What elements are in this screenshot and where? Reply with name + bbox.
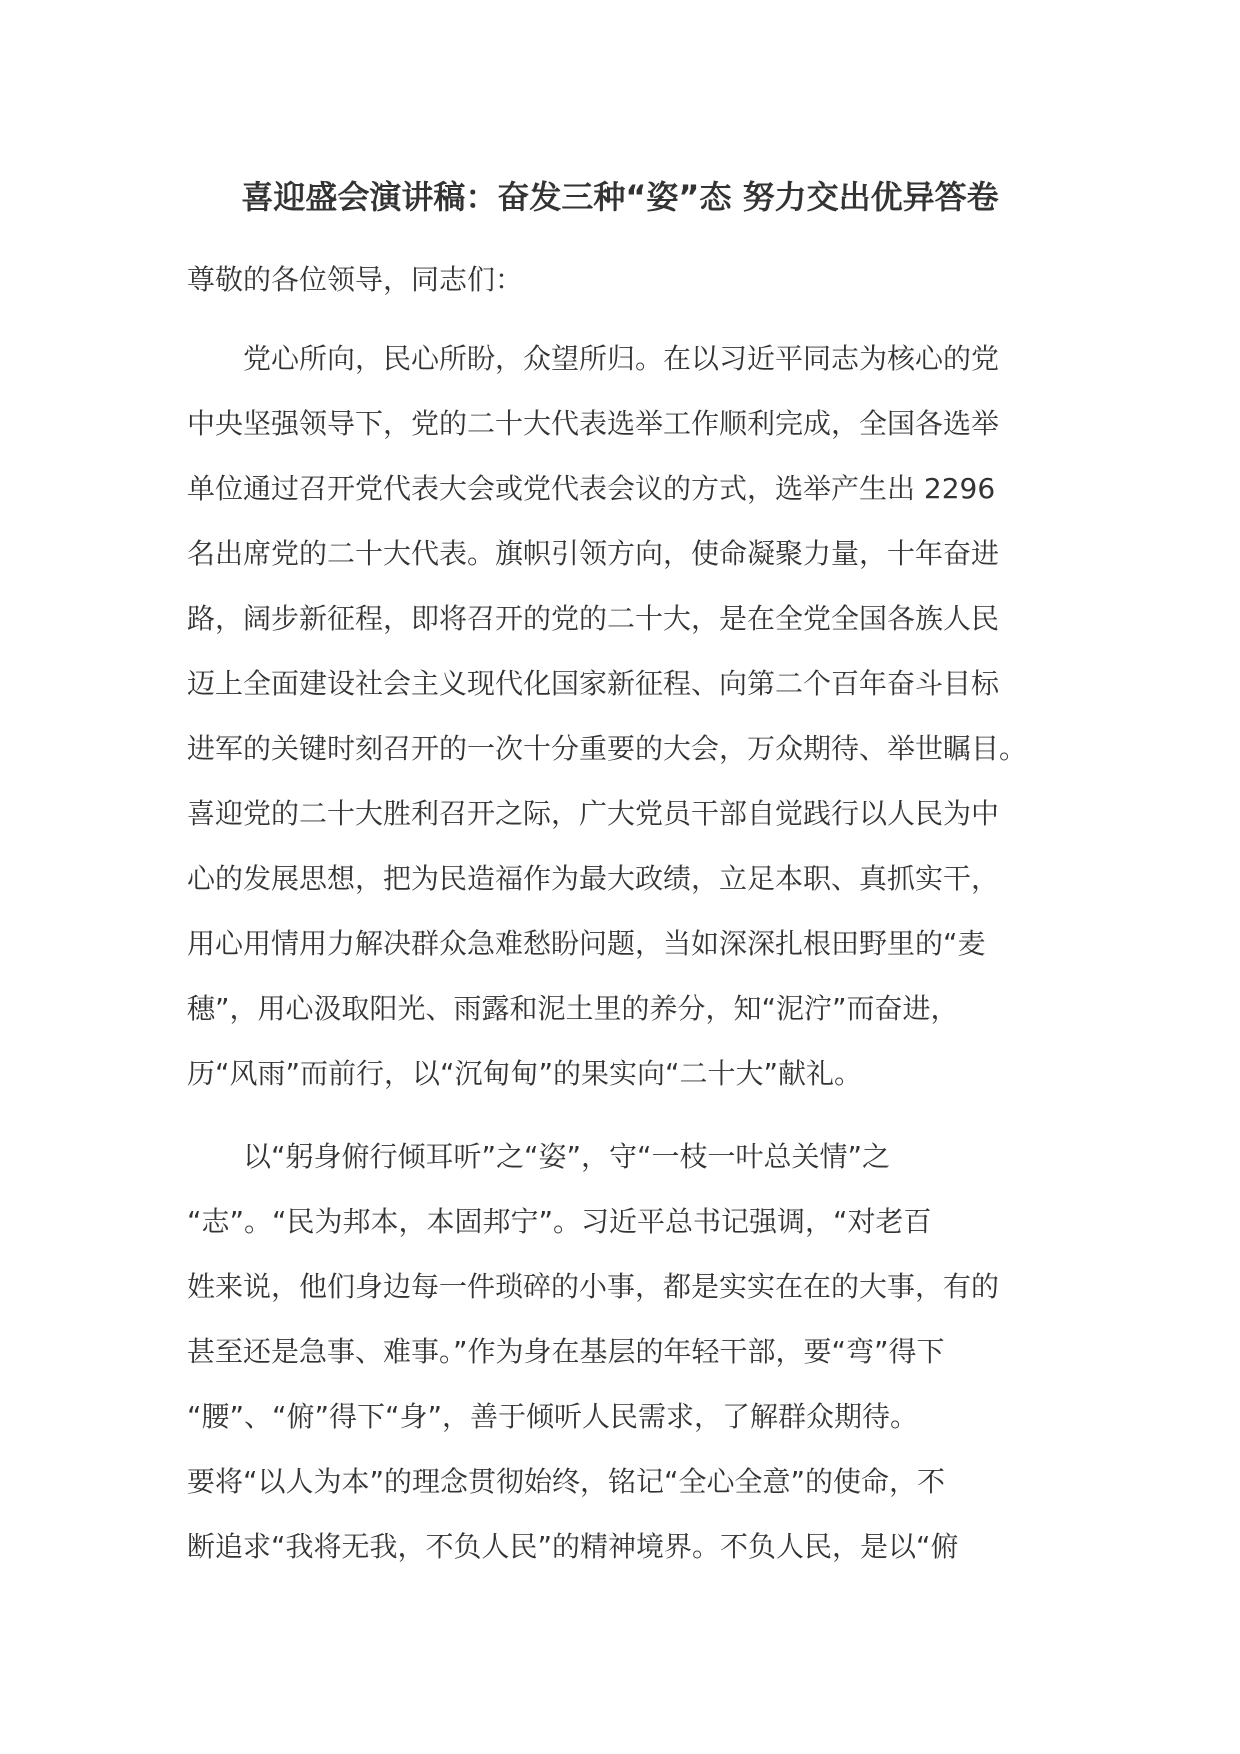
paragraph-2 bbox=[187, 1124, 1053, 1579]
text-line: 姓来说，他们身边每一件琐碎的小事，都是实实在在的大事，有的 bbox=[187, 1270, 1000, 1303]
text-line: 进军的关键时刻召开的一次十分重要的大会，万众期待、举世瞩目。 bbox=[187, 732, 1028, 765]
text-line: 以“躬身俯行倾耳听”之“姿”，守“一枝一叶总关情”之 bbox=[187, 1140, 891, 1173]
text-line: 用心用情用力解决群众急难愁盼问题，当如深深扎根田野里的“麦 bbox=[187, 927, 986, 960]
text-line: 甚至还是急事、难事。”作为身在基层的年轻干部，要“弯”得下 bbox=[187, 1335, 945, 1368]
text-line: 穗”，用心汲取阳光、雨露和泥土里的养分，知“泥泞”而奋进， bbox=[187, 992, 959, 1025]
text-line: 中央坚强领导下，党的二十大代表选举工作顺利完成，全国各选举 bbox=[187, 407, 1000, 440]
text-line: “志”。“民为邦本，本固邦宁”。习近平总书记强调，“对老百 bbox=[187, 1205, 932, 1238]
text-line: 路，阔步新征程，即将召开的党的二十大，是在全党全国各族人民 bbox=[187, 602, 1000, 635]
text-line: 心的发展思想，把为民造福作为最大政绩，立足本职、真抓实干， bbox=[187, 862, 1000, 895]
text-line: 历“风雨”而前行，以“沉甸甸”的果实向“二十大”献礼。 bbox=[187, 1057, 863, 1090]
text-line: 喜迎党的二十大胜利召开之际，广大党员干部自觉践行以人民为中 bbox=[187, 797, 1000, 830]
text-line: 名出席党的二十大代表。旗帜引领方向，使命凝聚力量，十年奋进 bbox=[187, 537, 1000, 570]
document-title: 喜迎盛会演讲稿：奋发三种“姿”态 努力交出优异答卷 bbox=[241, 178, 999, 216]
document-body bbox=[187, 252, 1053, 1597]
text-line: 党心所向，民心所盼，众望所归。在以习近平同志为核心的党 bbox=[187, 342, 1000, 375]
salutation: 尊敬的各位领导，同志们： bbox=[187, 263, 524, 296]
text-line: 单位通过召开党代表大会或党代表会议的方式，选举产生出 2296 bbox=[187, 472, 996, 505]
text-line: 迈上全面建设社会主义现代化国家新征程、向第二个百年奋斗目标 bbox=[187, 667, 1000, 700]
text-line: 断追求“我将无我，不负人民”的精神境界。不负人民，是以“俯 bbox=[187, 1530, 959, 1563]
text-line: “腰”、“俯”得下“身”，善于倾听人民需求，了解群众期待。 bbox=[187, 1400, 919, 1433]
paragraph-1 bbox=[187, 326, 1053, 1106]
text-line: 要将“以人为本”的理念贯彻始终，铭记“全心全意”的使命，不 bbox=[187, 1465, 946, 1498]
